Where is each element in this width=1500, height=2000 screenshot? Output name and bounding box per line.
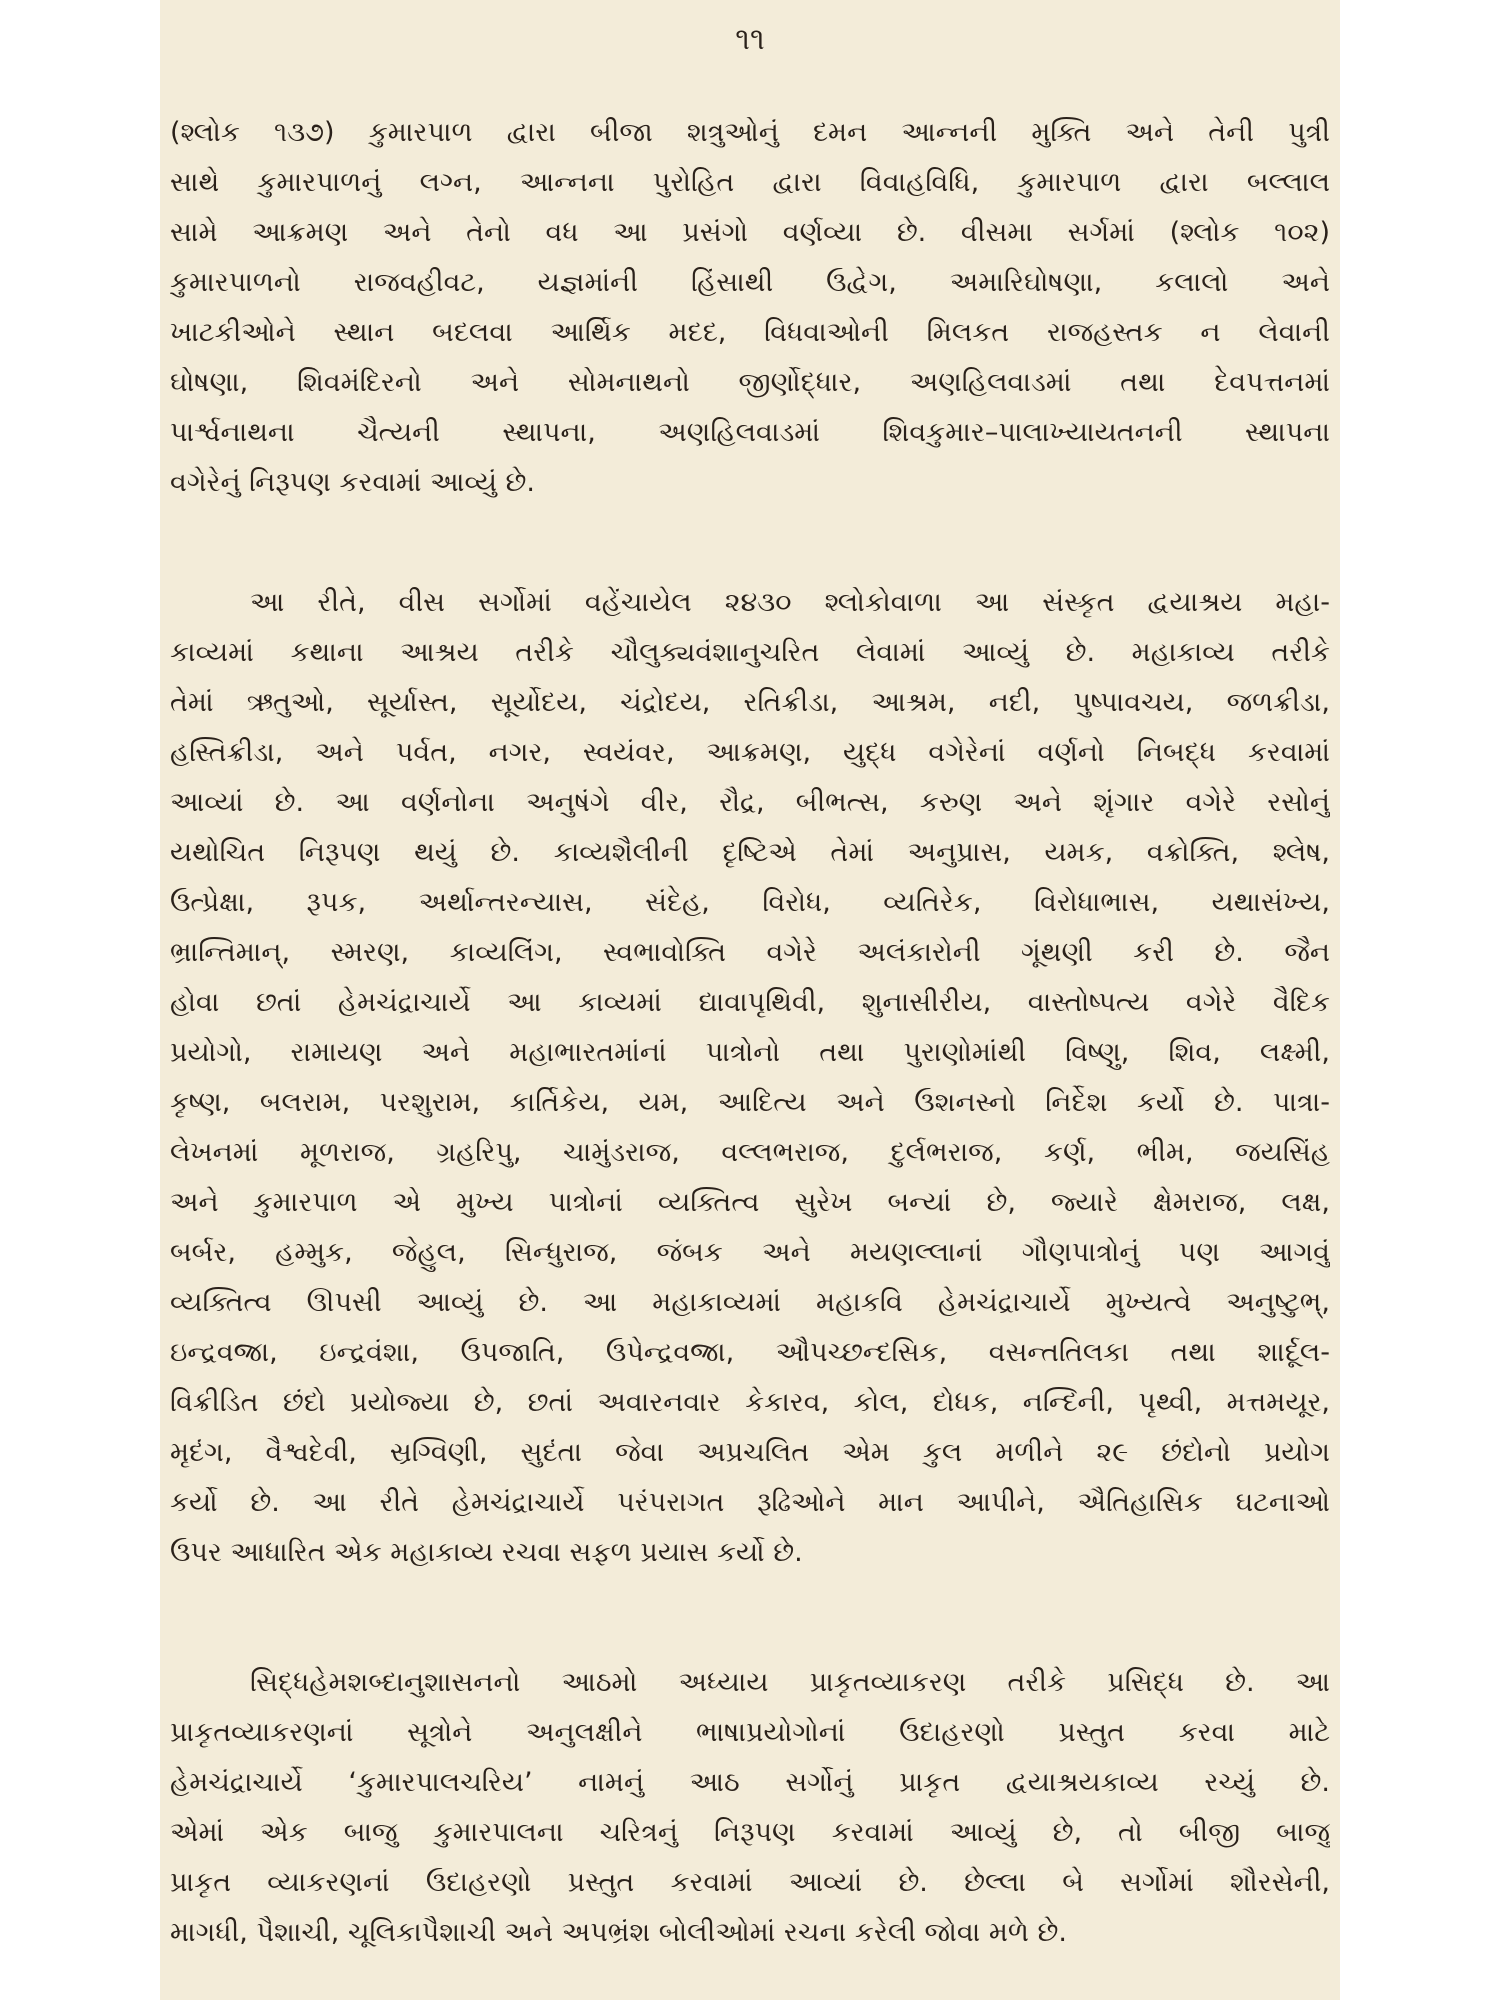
text-line: સિદ્ધહેમશબ્દાનુશાસનનો આઠમો અધ્યાય પ્રાકૃતવ્યાકરણ તરીકે પ્રસિદ્ધ છે. આ (250, 1667, 1330, 1698)
text-line: કર્યો છે. આ રીતે હેમચંદ્રાચાર્યે પરંપરાગત રૂઢિઓને માન આપીને, ઐતિહાસિક ઘટનાઓ (170, 1487, 1330, 1518)
text-line: પ્રાકૃતવ્યાકરણનાં સૂત્રોને અનુલક્ષીને ભાષાપ્રયોગોનાં ઉદાહરણો પ્રસ્તુત કરવા માટે (170, 1717, 1330, 1748)
text-line: પાર્શ્વનાથના ચૈત્યની સ્થાપના, અણહિલવાડમાં શિવકુમાર–પાલાખ્યાયતનની સ્થાપના (170, 417, 1330, 448)
text-line: ઘોષણા, શિવમંદિરનો અને સોમનાથનો જીર્ણોદ્ધાર, અણહિલવાડમાં તથા દેવપત્તનમાં (170, 367, 1330, 398)
page-number: ૧૧ (735, 22, 765, 57)
text-line: આવ્યાં છે. આ વર્ણનોના અનુષંગે વીર, રૌદ્ર, બીભત્સ, કરુણ અને શૃંગાર વગેરે રસોનું (170, 787, 1330, 818)
text-line: બર્બર, હમ્મુક, જેહુલ, સિન્ધુરાજ, જંબક અને મયણલ્લાનાં ગૌણપાત્રોનું પણ આગવું (170, 1237, 1330, 1268)
paragraph-1 (170, 108, 1330, 508)
text-line: યથોચિત નિરૂપણ થયું છે. કાવ્યશૈલીની દૃષ્ટિએ તેમાં અનુપ્રાસ, યમક, વક્રોક્તિ, શ્લેષ, (170, 837, 1330, 868)
text-line: વિક્રીડિત છંદો પ્રયોજ્યા છે, છતાં અવારનવાર કેકારવ, કોલ, દોધક, નન્દિની, પૃથ્વી, મત્તમયૂર, (170, 1387, 1330, 1418)
text-line: એમાં એક બાજુ કુમારપાલના ચરિત્રનું નિરૂપણ કરવામાં આવ્યું છે, તો બીજી બાજુ (170, 1817, 1330, 1848)
text-line: લેખનમાં મૂળરાજ, ગ્રહરિપુ, ચામુંડરાજ, વલ્લભરાજ, દુર્લભરાજ, કર્ણ, ભીમ, જયસિંહ (170, 1137, 1330, 1168)
text-line: સામે આક્રમણ અને તેનો વધ આ પ્રસંગો વર્ણવ્યા છે. વીસમા સર્ગમાં (શ્લોક ૧૦૨) (170, 217, 1330, 248)
text-line: પ્રાકૃત વ્યાકરણનાં ઉદાહરણો પ્રસ્તુત કરવામાં આવ્યાં છે. છેલ્લા બે સર્ગોમાં શૌરસેની, (170, 1867, 1330, 1898)
text-line: માગધી, પૈશાચી, ચૂલિકાપૈશાચી અને અપભ્રંશ બોલીઓમાં રચના કરેલી જોવા મળે છે. (170, 1917, 1068, 1948)
text-line: વ્યક્તિત્વ ઊપસી આવ્યું છે. આ મહાકાવ્યમાં મહાકવિ હેમચંદ્રાચાર્યે મુખ્યત્વે અનુષ્ટુભ્, (170, 1287, 1330, 1318)
text-line: વગેરેનું નિરૂપણ કરવામાં આવ્યું છે. (170, 467, 535, 498)
text-line: મૃદંગ, વૈશ્વદેવી, સ્રગ્વિણી, સુદંતા જેવા અપ્રચલિત એમ કુલ મળીને ૨૯ છંદોનો પ્રયોગ (170, 1437, 1330, 1468)
text-line: હેમચંદ્રાચાર્યે ‘કુમારપાલચરિય’ નામનું આઠ સર્ગોનું પ્રાકૃત દ્વયાશ્રયકાવ્ય રચ્યું છે. (170, 1767, 1330, 1798)
text-line: કાવ્યમાં કથાના આશ્રય તરીકે ચૌલુક્યવંશાનુચરિત લેવામાં આવ્યું છે. મહાકાવ્ય તરીકે (170, 637, 1330, 668)
text-line: અને કુમારપાળ એ મુખ્ય પાત્રોનાં વ્યક્તિત્વ સુરેખ બન્યાં છે, જ્યારે ક્ષેમરાજ, લક્ષ, (170, 1187, 1330, 1218)
text-line: ભ્રાન્તિમાન્, સ્મરણ, કાવ્યલિંગ, સ્વભાવોક્તિ વગેરે અલંકારોની ગૂંથણી કરી છે. જૈન (170, 937, 1330, 968)
text-line: ખાટકીઓને સ્થાન બદલવા આર્થિક મદદ, વિધવાઓની મિલકત રાજહસ્તક ન લેવાની (170, 317, 1330, 348)
text-line: હોવા છતાં હેમચંદ્રાચાર્યે આ કાવ્યમાં દ્યાવાપૃથિવી, શુનાસીરીય, વાસ્તોષ્પત્ય વગેરે વૈદિક (170, 987, 1330, 1018)
text-line: ઇન્દ્રવજ્રા, ઇન્દ્રવંશા, ઉપજાતિ, ઉપેન્દ્રવજ્રા, ઔપચ્છન્દસિક, વસન્તતિલકા તથા શાર્દૂલ- (170, 1337, 1330, 1368)
text-line: ઉપર આધારિત એક મહાકાવ્ય રચવા સફળ પ્રયાસ કર્યો છે. (170, 1537, 803, 1568)
text-line: ઉત્પ્રેક્ષા, રૂપક, અર્થાન્તરન્યાસ, સંદેહ, વિરોધ, વ્યતિરેક, વિરોધાભાસ, યથાસંખ્ય, (170, 887, 1330, 918)
text-line: તેમાં ઋતુઓ, સૂર્યાસ્ત, સૂર્યોદય, ચંદ્રોદય, રતિક્રીડા, આશ્રમ, નદી, પુષ્પાવચય, જળક્રીડા, (170, 687, 1330, 718)
text-line: પ્રયોગો, રામાયણ અને મહાભારતમાંનાં પાત્રોનો તથા પુરાણોમાંથી વિષ્ણુ, શિવ, લક્ષ્મી, (170, 1037, 1330, 1068)
text-line: સાથે કુમારપાળનું લગ્ન, આન્નના પુરોહિત દ્વારા વિવાહવિધિ, કુમારપાળ દ્વારા બલ્લાલ (170, 167, 1330, 198)
book-page (160, 0, 1340, 2000)
text-line: આ રીતે, વીસ સર્ગોમાં વહેંચાયેલ ૨૪૩૦ શ્લોકોવાળા આ સંસ્કૃત દ્વયાશ્રય મહા- (250, 587, 1330, 618)
paragraph-3 (170, 1658, 1330, 1958)
text-line: કૃષ્ણ, બલરામ, પરશુરામ, કાર્તિકેય, યમ, આદિત્ય અને ઉશનસ્નો નિર્દેશ કર્યો છે. પાત્રા- (170, 1087, 1330, 1118)
text-line: કુમારપાળનો રાજવહીવટ, યજ્ઞમાંની હિંસાથી ઉદ્વેગ, અમારિઘોષણા, કલાલો અને (170, 267, 1330, 298)
text-line: (શ્લોક ૧૩૭) કુમારપાળ દ્વારા બીજા શત્રુઓનું દમન આન્નની મુક્તિ અને તેની પુત્રી (170, 117, 1330, 148)
text-line: હસ્તિક્રીડા, અને પર્વત, નગર, સ્વયંવર, આક્રમણ, યુદ્ધ વગેરેનાં વર્ણનો નિબદ્ધ કરવામાં (170, 737, 1330, 768)
paragraph-2 (170, 578, 1330, 1578)
